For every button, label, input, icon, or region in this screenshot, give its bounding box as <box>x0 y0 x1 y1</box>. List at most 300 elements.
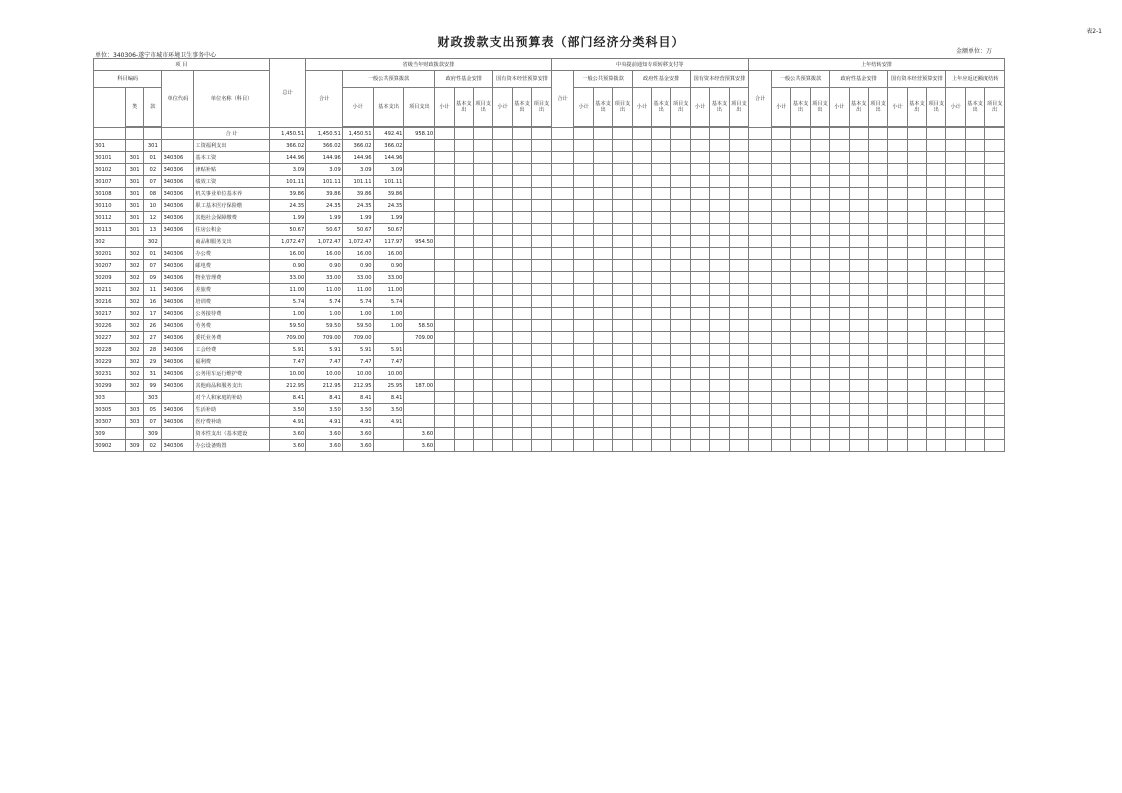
cell-empty <box>907 284 926 296</box>
cell-empty <box>907 368 926 380</box>
cell-empty <box>593 212 612 224</box>
cell-lei: 301 <box>125 152 143 164</box>
cell-empty <box>868 356 887 368</box>
cell-empty <box>749 212 772 224</box>
header-basic: 基本支出 <box>593 88 612 127</box>
cell-empty <box>965 416 984 428</box>
cell-kuan: 05 <box>144 404 162 416</box>
cell-lei <box>125 428 143 440</box>
cell-empty <box>532 356 551 368</box>
cell-empty <box>888 188 907 200</box>
cell-empty <box>888 236 907 248</box>
cell-empty <box>613 140 632 152</box>
cell-empty <box>474 272 493 284</box>
cell-empty <box>652 200 671 212</box>
cell-empty <box>849 224 868 236</box>
cell-empty <box>493 308 512 320</box>
cell-empty <box>690 260 709 272</box>
cell-empty <box>791 332 810 344</box>
cell-empty <box>849 344 868 356</box>
cell-empty <box>791 428 810 440</box>
cell-xiaoji: 3.60 <box>342 428 373 440</box>
cell-empty <box>435 368 454 380</box>
cell-kuan: 31 <box>144 368 162 380</box>
cell-empty <box>493 152 512 164</box>
cell-empty <box>810 176 829 188</box>
cell-empty <box>613 308 632 320</box>
cell-empty <box>927 296 946 308</box>
cell-project <box>404 140 435 152</box>
cell-empty <box>946 356 965 368</box>
cell-empty <box>868 236 887 248</box>
cell-empty <box>435 164 454 176</box>
cell-empty <box>791 236 810 248</box>
cell-empty <box>810 128 829 140</box>
cell-empty <box>690 140 709 152</box>
cell-empty <box>927 224 946 236</box>
cell-empty <box>671 188 690 200</box>
cell-empty <box>868 212 887 224</box>
cell-empty <box>771 224 790 236</box>
cell-empty <box>749 356 772 368</box>
cell-empty <box>927 128 946 140</box>
cell-empty <box>632 188 651 200</box>
cell-xiaoji: 33.00 <box>342 272 373 284</box>
cell-empty <box>690 368 709 380</box>
cell-lei <box>125 236 143 248</box>
cell-unit <box>162 140 194 152</box>
cell-empty <box>729 416 749 428</box>
cell-empty <box>965 368 984 380</box>
cell-empty <box>830 296 849 308</box>
cell-empty <box>710 332 729 344</box>
cell-empty <box>849 428 868 440</box>
cell-empty <box>690 212 709 224</box>
cell-empty <box>652 176 671 188</box>
table-row <box>94 248 1005 260</box>
cell-empty <box>652 164 671 176</box>
cell-code: 30110 <box>94 200 126 212</box>
cell-empty <box>632 284 651 296</box>
cell-code: 30226 <box>94 320 126 332</box>
cell-empty <box>771 428 790 440</box>
header-basic: 基本支出 <box>907 88 926 127</box>
cell-empty <box>593 296 612 308</box>
cell-basic: 3.09 <box>373 164 404 176</box>
cell-empty <box>907 212 926 224</box>
cell-empty <box>671 272 690 284</box>
cell-empty <box>551 140 574 152</box>
cell-unit: 340306 <box>162 320 194 332</box>
cell-empty <box>946 392 965 404</box>
cell-empty <box>830 392 849 404</box>
cell-empty <box>710 308 729 320</box>
cell-empty <box>474 392 493 404</box>
cell-empty <box>710 284 729 296</box>
cell-empty <box>810 440 829 452</box>
cell-empty <box>512 224 531 236</box>
cell-basic: 1.00 <box>373 308 404 320</box>
cell-empty <box>512 392 531 404</box>
cell-empty <box>493 224 512 236</box>
cell-empty <box>710 176 729 188</box>
cell-empty <box>632 416 651 428</box>
cell-empty <box>927 320 946 332</box>
cell-empty <box>849 404 868 416</box>
cell-empty <box>888 248 907 260</box>
cell-empty <box>454 308 473 320</box>
cell-empty <box>551 392 574 404</box>
cell-empty <box>771 416 790 428</box>
cell-lei <box>125 392 143 404</box>
cell-empty <box>791 356 810 368</box>
header-project: 项目支出 <box>810 88 829 127</box>
cell-empty <box>888 392 907 404</box>
cell-empty <box>574 368 593 380</box>
cell-empty <box>551 308 574 320</box>
cell-empty <box>849 260 868 272</box>
header-subtotal: 小计 <box>632 88 651 127</box>
cell-empty <box>927 176 946 188</box>
cell-empty <box>927 392 946 404</box>
cell-empty <box>593 224 612 236</box>
cell-project <box>404 248 435 260</box>
cell-unit <box>162 428 194 440</box>
cell-empty <box>593 320 612 332</box>
cell-project <box>404 296 435 308</box>
header-basic: 基本支出 <box>710 88 729 127</box>
cell-empty <box>985 140 1005 152</box>
cell-empty <box>551 260 574 272</box>
cell-empty <box>690 284 709 296</box>
cell-code: 30201 <box>94 248 126 260</box>
cell-empty <box>868 404 887 416</box>
cell-empty <box>771 404 790 416</box>
cell-empty <box>830 320 849 332</box>
cell-empty <box>551 200 574 212</box>
cell-empty <box>946 200 965 212</box>
cell-empty <box>849 248 868 260</box>
cell-unit: 340306 <box>162 212 194 224</box>
cell-empty <box>613 152 632 164</box>
cell-empty <box>985 236 1005 248</box>
cell-unit: 340306 <box>162 152 194 164</box>
cell-project <box>404 356 435 368</box>
cell-empty <box>849 164 868 176</box>
cell-empty <box>749 176 772 188</box>
cell-empty <box>830 140 849 152</box>
cell-lei: 309 <box>125 440 143 452</box>
cell-empty <box>868 392 887 404</box>
cell-empty <box>532 164 551 176</box>
header-lei: 类 <box>125 88 143 127</box>
cell-empty <box>454 164 473 176</box>
cell-empty <box>729 356 749 368</box>
cell-empty <box>454 428 473 440</box>
cell-basic: 101.11 <box>373 176 404 188</box>
table-number: 表2-1 <box>1086 28 1102 35</box>
cell-empty <box>632 308 651 320</box>
cell-empty <box>493 164 512 176</box>
cell-empty <box>652 296 671 308</box>
cell-name: 机关事业单位基本养 <box>194 188 269 200</box>
cell-empty <box>985 284 1005 296</box>
header-heji-3: 合计 <box>749 71 772 128</box>
cell-empty <box>493 416 512 428</box>
cell-empty <box>512 176 531 188</box>
cell-code <box>94 128 126 140</box>
cell-project <box>404 176 435 188</box>
cell-empty <box>888 212 907 224</box>
cell-heji: 24.35 <box>306 200 343 212</box>
cell-empty <box>512 296 531 308</box>
cell-empty <box>888 356 907 368</box>
cell-empty <box>454 368 473 380</box>
cell-empty <box>652 188 671 200</box>
cell-empty <box>868 344 887 356</box>
cell-empty <box>888 308 907 320</box>
cell-empty <box>551 344 574 356</box>
cell-lei: 302 <box>125 284 143 296</box>
cell-empty <box>593 380 612 392</box>
cell-empty <box>512 272 531 284</box>
cell-project <box>404 392 435 404</box>
table-row <box>94 224 1005 236</box>
table-row <box>94 272 1005 284</box>
cell-code: 30229 <box>94 356 126 368</box>
cell-unit: 340306 <box>162 248 194 260</box>
cell-empty <box>729 344 749 356</box>
cell-empty <box>810 416 829 428</box>
cell-empty <box>435 404 454 416</box>
cell-empty <box>632 392 651 404</box>
cell-xiaoji: 8.41 <box>342 392 373 404</box>
cell-empty <box>907 332 926 344</box>
cell-empty <box>690 404 709 416</box>
cell-empty <box>512 152 531 164</box>
cell-empty <box>849 212 868 224</box>
cell-empty <box>810 356 829 368</box>
cell-basic: 0.90 <box>373 260 404 272</box>
cell-empty <box>671 404 690 416</box>
cell-empty <box>907 404 926 416</box>
cell-empty <box>985 368 1005 380</box>
cell-empty <box>907 140 926 152</box>
cell-empty <box>454 224 473 236</box>
cell-empty <box>710 236 729 248</box>
cell-total: 3.50 <box>269 404 306 416</box>
cell-empty <box>435 152 454 164</box>
cell-empty <box>454 272 473 284</box>
cell-empty <box>830 224 849 236</box>
cell-empty <box>985 164 1005 176</box>
cell-empty <box>551 236 574 248</box>
cell-empty <box>493 128 512 140</box>
cell-empty <box>830 272 849 284</box>
cell-unit: 340306 <box>162 308 194 320</box>
cell-empty <box>985 344 1005 356</box>
cell-empty <box>474 176 493 188</box>
cell-empty <box>532 200 551 212</box>
cell-project <box>404 368 435 380</box>
cell-unit: 340306 <box>162 284 194 296</box>
cell-empty <box>985 272 1005 284</box>
cell-empty <box>454 320 473 332</box>
cell-empty <box>771 260 790 272</box>
cell-empty <box>493 380 512 392</box>
header-state-2: 国有资本经营预算安排 <box>690 71 748 88</box>
cell-empty <box>946 272 965 284</box>
cell-empty <box>791 296 810 308</box>
cell-empty <box>551 416 574 428</box>
cell-xiaoji: 4.91 <box>342 416 373 428</box>
cell-empty <box>671 164 690 176</box>
cell-empty <box>888 416 907 428</box>
cell-empty <box>946 152 965 164</box>
budget-table-container <box>93 58 1005 452</box>
cell-empty <box>985 416 1005 428</box>
cell-empty <box>868 416 887 428</box>
cell-lei: 301 <box>125 164 143 176</box>
cell-empty <box>729 368 749 380</box>
cell-empty <box>435 224 454 236</box>
cell-empty <box>710 320 729 332</box>
cell-kuan: 01 <box>144 248 162 260</box>
cell-empty <box>849 416 868 428</box>
cell-project <box>404 416 435 428</box>
cell-code: 30216 <box>94 296 126 308</box>
cell-empty <box>868 188 887 200</box>
cell-empty <box>690 236 709 248</box>
cell-empty <box>593 404 612 416</box>
table-row <box>94 236 1005 248</box>
cell-empty <box>551 164 574 176</box>
cell-empty <box>493 428 512 440</box>
cell-heji: 1,450.51 <box>306 128 343 140</box>
cell-empty <box>671 320 690 332</box>
cell-empty <box>810 140 829 152</box>
cell-empty <box>593 248 612 260</box>
cell-empty <box>671 152 690 164</box>
cell-empty <box>652 248 671 260</box>
cell-empty <box>652 416 671 428</box>
cell-empty <box>474 416 493 428</box>
cell-empty <box>810 320 829 332</box>
cell-name: 津贴补贴 <box>194 164 269 176</box>
cell-basic: 7.47 <box>373 356 404 368</box>
cell-empty <box>985 356 1005 368</box>
cell-empty <box>907 392 926 404</box>
table-row <box>94 356 1005 368</box>
cell-empty <box>749 188 772 200</box>
cell-name: 差旅费 <box>194 284 269 296</box>
cell-code: 30228 <box>94 344 126 356</box>
cell-empty <box>474 344 493 356</box>
cell-empty <box>946 428 965 440</box>
cell-empty <box>512 332 531 344</box>
table-row <box>94 416 1005 428</box>
cell-empty <box>435 248 454 260</box>
cell-empty <box>474 356 493 368</box>
cell-empty <box>593 128 612 140</box>
cell-empty <box>493 200 512 212</box>
cell-empty <box>454 212 473 224</box>
cell-empty <box>868 164 887 176</box>
cell-empty <box>791 380 810 392</box>
cell-empty <box>454 332 473 344</box>
cell-empty <box>551 428 574 440</box>
cell-lei: 302 <box>125 332 143 344</box>
cell-project: 954.50 <box>404 236 435 248</box>
cell-empty <box>888 296 907 308</box>
cell-empty <box>435 308 454 320</box>
cell-empty <box>574 272 593 284</box>
cell-empty <box>888 272 907 284</box>
cell-empty <box>454 176 473 188</box>
cell-empty <box>632 128 651 140</box>
cell-code: 30102 <box>94 164 126 176</box>
cell-empty <box>849 284 868 296</box>
cell-empty <box>985 440 1005 452</box>
cell-empty <box>690 392 709 404</box>
cell-empty <box>632 320 651 332</box>
cell-empty <box>652 344 671 356</box>
cell-total: 11.00 <box>269 284 306 296</box>
cell-heji: 50.67 <box>306 224 343 236</box>
cell-empty <box>888 428 907 440</box>
cell-empty <box>532 344 551 356</box>
cell-unit <box>162 392 194 404</box>
cell-empty <box>927 428 946 440</box>
cell-empty <box>454 140 473 152</box>
header-subtotal: 小计 <box>435 88 454 127</box>
cell-kuan: 12 <box>144 212 162 224</box>
header-project: 项目支出 <box>868 88 887 127</box>
cell-empty <box>830 368 849 380</box>
cell-total: 709.00 <box>269 332 306 344</box>
cell-empty <box>474 308 493 320</box>
cell-heji: 8.41 <box>306 392 343 404</box>
cell-empty <box>493 272 512 284</box>
cell-total: 1,450.51 <box>269 128 306 140</box>
cell-basic: 5.91 <box>373 344 404 356</box>
cell-lei: 302 <box>125 356 143 368</box>
table-row <box>94 128 1005 140</box>
cell-empty <box>632 380 651 392</box>
cell-xiaoji: 50.67 <box>342 224 373 236</box>
cell-xiaoji: 1,072.47 <box>342 236 373 248</box>
cell-empty <box>632 356 651 368</box>
cell-empty <box>729 164 749 176</box>
cell-empty <box>791 392 810 404</box>
cell-empty <box>729 284 749 296</box>
table-row <box>94 188 1005 200</box>
cell-empty <box>671 344 690 356</box>
cell-empty <box>532 380 551 392</box>
cell-kuan: 02 <box>144 440 162 452</box>
cell-empty <box>791 188 810 200</box>
cell-empty <box>532 236 551 248</box>
cell-empty <box>771 128 790 140</box>
cell-empty <box>830 248 849 260</box>
cell-empty <box>551 248 574 260</box>
cell-code: 30227 <box>94 332 126 344</box>
cell-empty <box>574 224 593 236</box>
cell-empty <box>690 176 709 188</box>
header-subtotal: 小计 <box>830 88 849 127</box>
cell-empty <box>690 200 709 212</box>
cell-total: 16.00 <box>269 248 306 260</box>
